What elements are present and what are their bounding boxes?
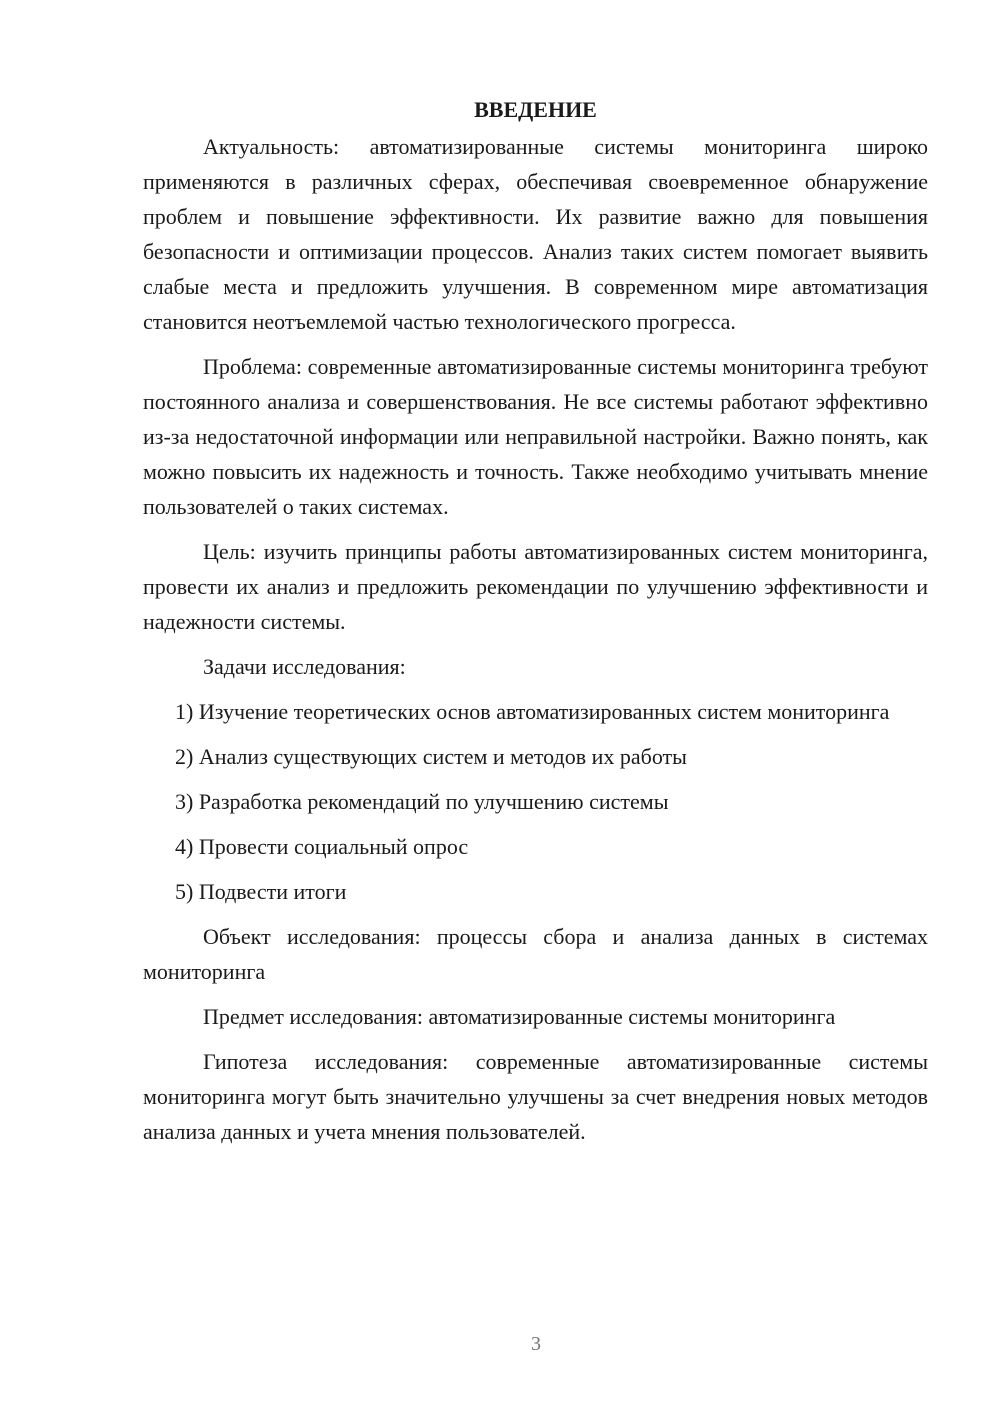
- task-item-2: 2) Анализ существующих систем и методов их работы: [175, 744, 687, 769]
- problem-paragraph: Проблема: современные автоматизированные системы мониторинга требуют постоянного анализа и совершенствования. Не все системы работают эффективно из-за недостаточной информации или неправильной настройки. Важно понять, как можно повысить их надежность и точность. Также необходимо учитывать мнение пользователей о таких системах.: [143, 354, 928, 519]
- page-number: 3: [531, 1333, 541, 1355]
- document-page: [143, 92, 928, 1159]
- relevance-paragraph: Актуальность: автоматизированные системы мониторинга широко применяются в различных сферах, обеспечивая своевременное обнаружение проблем и повышение эффективности. Их развитие важно для повышения безопасности и оптимизации процессов. Анализ таких систем помогает выявить слабые места и предложить улучшения. В современном мире автоматизация становится неотъемлемой частью технологического прогресса.: [143, 134, 928, 334]
- goal-paragraph: Цель: изучить принципы работы автоматизированных систем мониторинга, провести их анализ и предложить рекомендации по улучшению эффективности и надежности системы.: [143, 539, 928, 634]
- task-item-3: 3) Разработка рекомендаций по улучшению системы: [175, 789, 669, 814]
- research-hypothesis-paragraph: Гипотеза исследования: современные автоматизированные системы мониторинга могут быть значительно улучшены за счет внедрения новых методов анализа данных и учета мнения пользователей.: [143, 1049, 928, 1144]
- research-subject-paragraph: Предмет исследования: автоматизированные системы мониторинга: [203, 1004, 836, 1029]
- task-item-5: 5) Подвести итоги: [175, 879, 347, 904]
- task-item-1: 1) Изучение теоретических основ автоматизированных систем мониторинга: [175, 699, 890, 724]
- tasks-list: [143, 694, 928, 909]
- tasks-label: Задачи исследования:: [203, 654, 406, 679]
- research-object-paragraph: Объект исследования: процессы сбора и анализа данных в системах мониторинга: [143, 924, 928, 984]
- task-item-4: 4) Провести социальный опрос: [175, 834, 469, 859]
- document-heading: ВВЕДЕНИЕ: [474, 97, 597, 122]
